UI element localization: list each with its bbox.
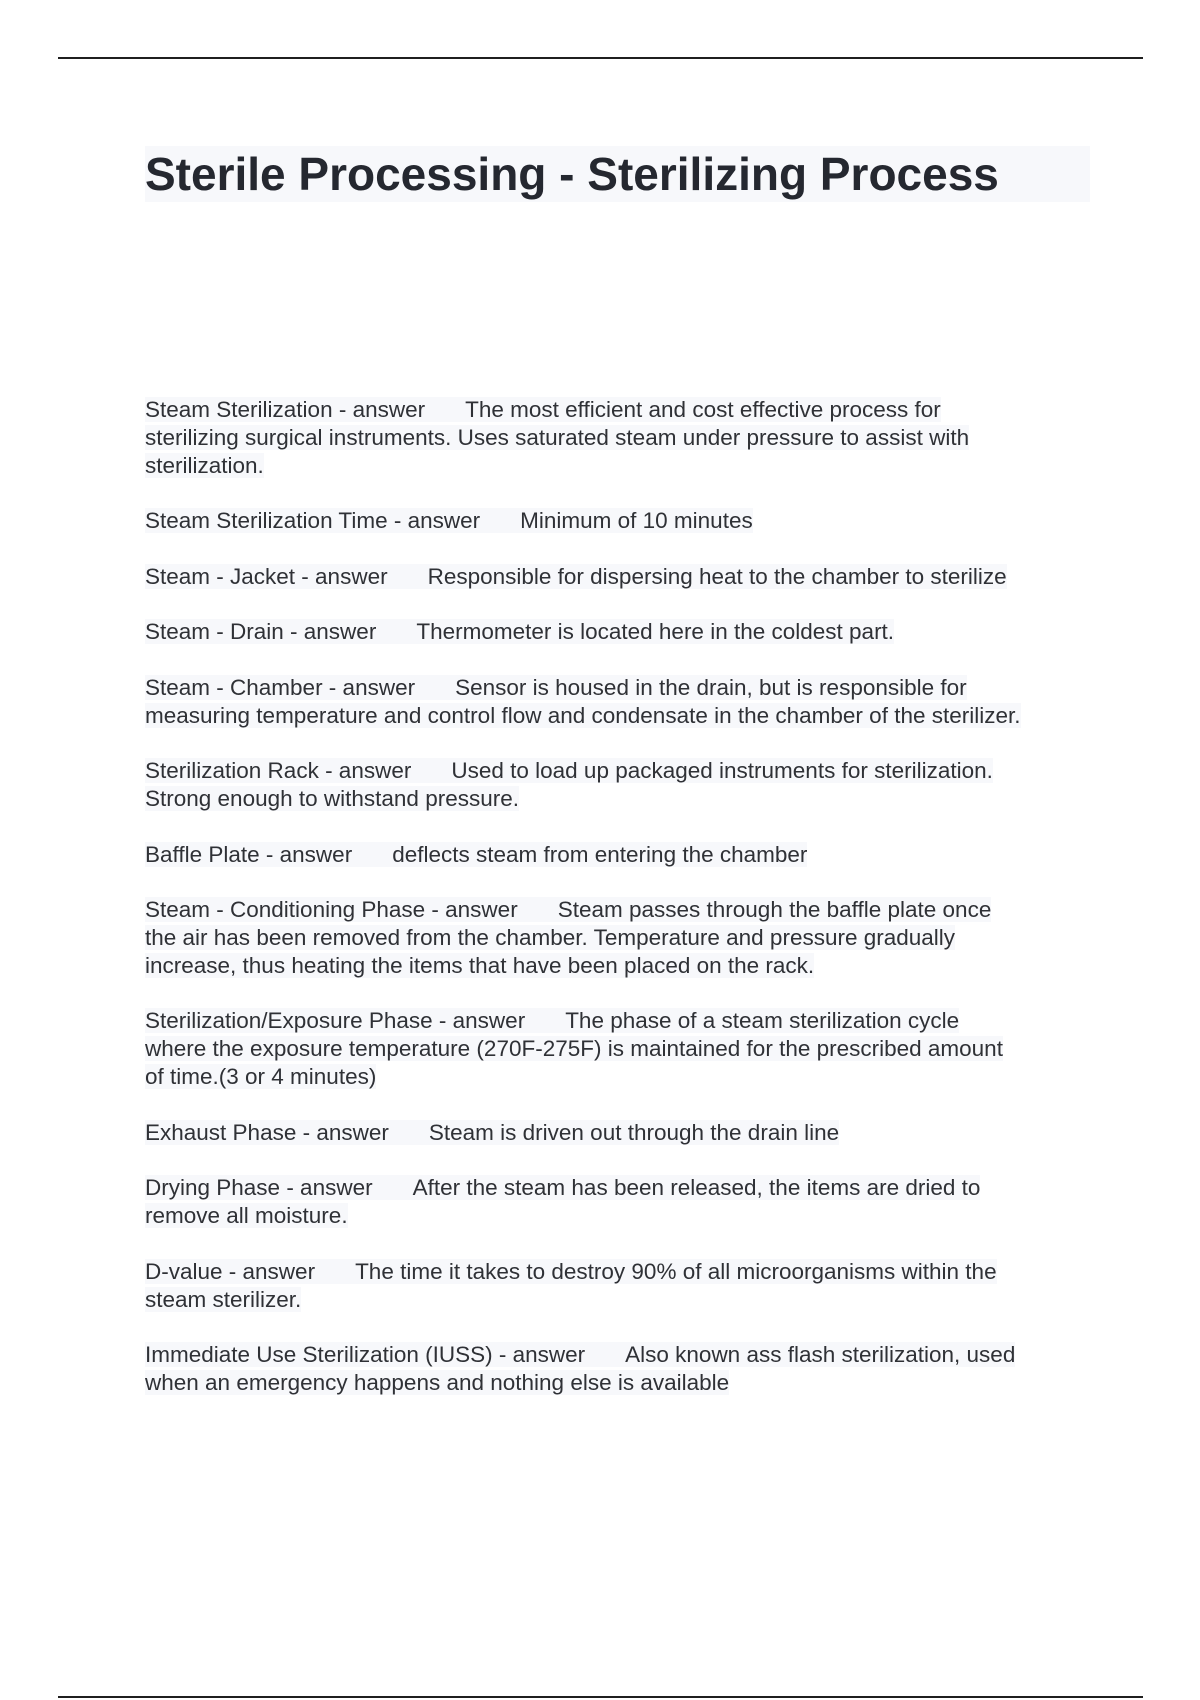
top-divider <box>58 57 1143 59</box>
entry-answer-line: remove all moisture. <box>145 1203 348 1228</box>
entry-answer-line: The most efficient and cost effective process for <box>465 397 941 422</box>
flashcard-entry-steam-chamber <box>145 674 1090 730</box>
entry-first-line <box>145 896 1090 924</box>
entry-term: Steam Sterilization Time - answer <box>145 508 481 533</box>
flashcard-entry-sterilization-rack <box>145 757 1090 813</box>
entry-first-line <box>145 507 1090 535</box>
flashcard-entry-drying-phase <box>145 1174 1090 1230</box>
entry-term: Steam - Chamber - answer <box>145 675 416 700</box>
entry-term: Drying Phase - answer <box>145 1175 373 1200</box>
flashcard-entry-conditioning-phase <box>145 896 1090 980</box>
entry-answer-line: of time.(3 or 4 minutes) <box>145 1064 377 1089</box>
entry-answer-line: the air has been removed from the chamber. Temperature and pressure gradually <box>145 925 956 950</box>
entry-answer-line: Steam passes through the baffle plate once <box>557 897 992 922</box>
entry-term: Sterilization Rack - answer <box>145 758 412 783</box>
entry-first-line <box>145 1258 1090 1286</box>
flashcard-entry-iuss <box>145 1341 1090 1397</box>
flashcard-entry-steam-sterilization-time <box>145 507 1090 535</box>
flashcard-entry-baffle-plate <box>145 841 1090 869</box>
entry-answer-line: The phase of a steam sterilization cycle <box>565 1008 960 1033</box>
entry-answer-line: when an emergency happens and nothing else is available <box>145 1370 730 1395</box>
document-title: Sterile Processing - Sterilizing Process <box>145 146 1090 202</box>
flashcard-entry-exhaust-phase <box>145 1119 1090 1147</box>
entry-term: Exhaust Phase - answer <box>145 1120 389 1145</box>
flashcard-entry-steam-sterilization <box>145 396 1090 480</box>
entry-answer-line: deflects steam from entering the chamber <box>392 842 808 867</box>
bottom-divider <box>58 1696 1143 1698</box>
entry-answer-line: Minimum of 10 minutes <box>520 508 753 533</box>
entry-answer-line: Responsible for dispersing heat to the chamber to sterilize <box>427 564 1007 589</box>
entry-answer-line: The time it takes to destroy 90% of all microorganisms within the <box>355 1259 997 1284</box>
entry-term: Steam - Drain - answer <box>145 619 377 644</box>
flashcard-entry-steam-drain <box>145 618 1090 646</box>
entry-answer-line: increase, thus heating the items that have been placed on the rack. <box>145 953 815 978</box>
entry-first-line <box>145 618 1090 646</box>
entry-answer-line: sterilization. <box>145 453 264 478</box>
entry-answer-line: Thermometer is located here in the coldest part. <box>416 619 895 644</box>
entry-term: Steam Sterilization - answer <box>145 397 426 422</box>
entry-answer-line: After the steam has been released, the items are dried to <box>412 1175 981 1200</box>
entry-answer-line: Also known ass flash sterilization, used <box>625 1342 1016 1367</box>
entry-first-line <box>145 674 1090 702</box>
entry-term: Immediate Use Sterilization (IUSS) - answer <box>145 1342 586 1367</box>
entry-answer-line: measuring temperature and control flow and condensate in the chamber of the sterilizer. <box>145 703 1021 728</box>
entry-answer-line: Used to load up packaged instruments for sterilization. <box>451 758 993 783</box>
entry-answer-line: sterilizing surgical instruments. Uses saturated steam under pressure to assist with <box>145 425 970 450</box>
entry-term: D-value - answer <box>145 1259 316 1284</box>
entry-first-line <box>145 841 1090 869</box>
entry-term: Baffle Plate - answer <box>145 842 353 867</box>
entry-answer-line: Sensor is housed in the drain, but is responsible for <box>455 675 967 700</box>
entry-first-line <box>145 1007 1090 1035</box>
entry-answer-line: Steam is driven out through the drain line <box>428 1120 840 1145</box>
entry-term: Steam - Conditioning Phase - answer <box>145 897 518 922</box>
entry-term: Sterilization/Exposure Phase - answer <box>145 1008 526 1033</box>
entry-first-line <box>145 396 1090 424</box>
entry-answer-line: Strong enough to withstand pressure. <box>145 786 519 811</box>
entry-answer-line: where the exposure temperature (270F-275F) is maintained for the prescribed amount <box>145 1036 1003 1061</box>
flashcard-entry-d-value <box>145 1258 1090 1314</box>
entry-term: Steam - Jacket - answer <box>145 564 388 589</box>
entry-first-line <box>145 1174 1090 1202</box>
entry-answer-line: steam sterilizer. <box>145 1287 302 1312</box>
entry-first-line <box>145 1119 1090 1147</box>
flashcard-entry-exposure-phase <box>145 1007 1090 1091</box>
entry-first-line <box>145 757 1090 785</box>
entry-first-line <box>145 563 1090 591</box>
flashcard-entry-steam-jacket <box>145 563 1090 591</box>
entry-first-line <box>145 1341 1090 1369</box>
